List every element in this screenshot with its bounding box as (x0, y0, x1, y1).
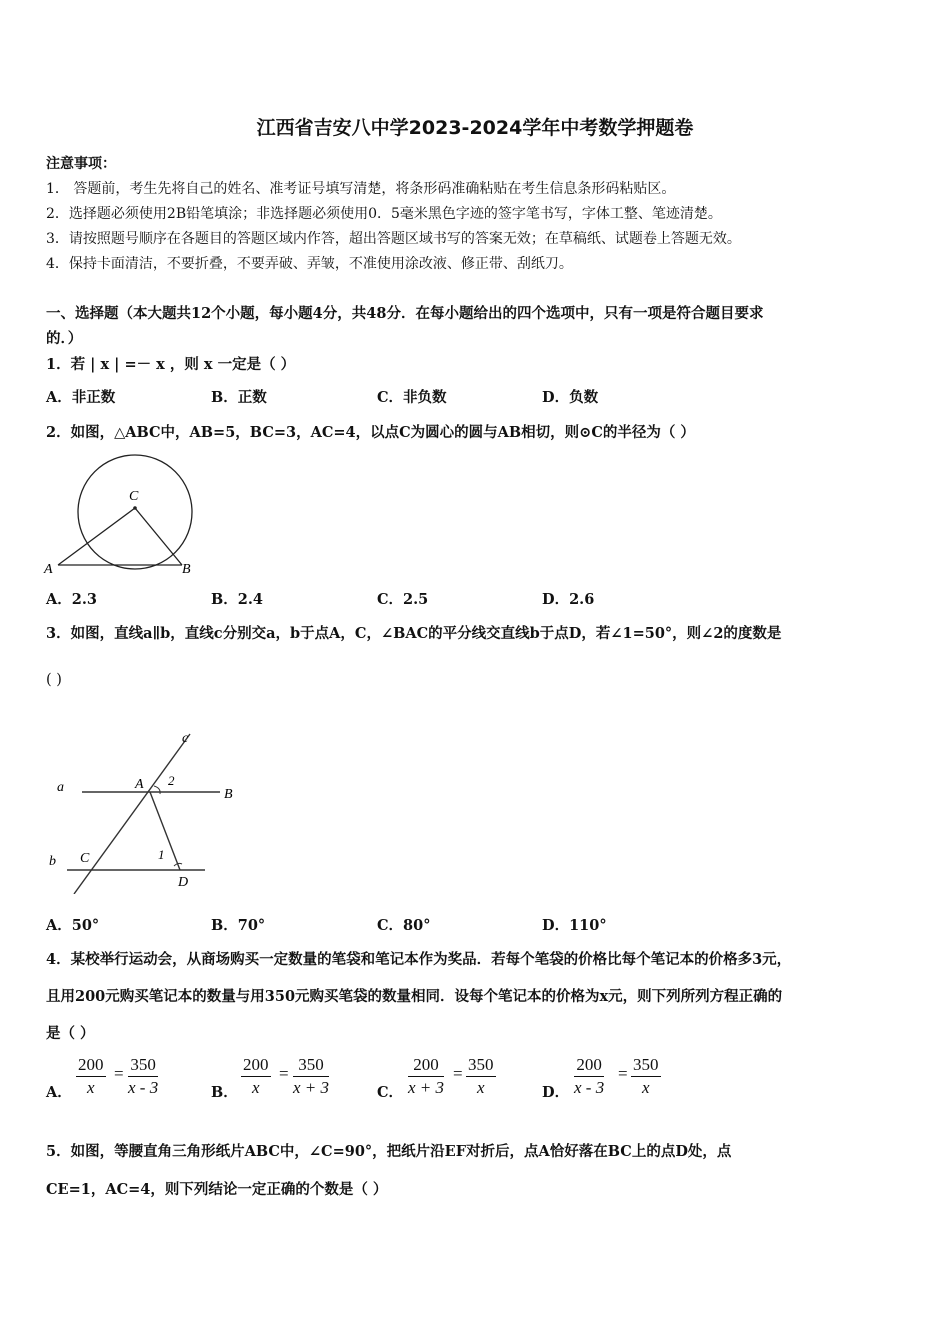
notice-item: 3．请按照题号顺序在各题目的答题区域内作答，超出答题区域书写的答案无效；在草稿纸、试题卷上答题无效。 (46, 231, 741, 247)
q5-stem-line1: 5．如图，等腰直角三角形纸片ABC中，∠C=90°，把纸片沿EF对折后，点A恰好落在BC上的点D处，点 (46, 1143, 732, 1160)
q3-label-point-b: B (224, 787, 233, 802)
q2-side-ac (58, 508, 135, 565)
q4-option-b-left-fraction (241, 1054, 271, 1099)
q4-stem-line1: 4．某校举行运动会，从商场购买一定数量的笔袋和笔记本作为奖品．若每个笔袋的价格比每个笔记本的价格多3元， (46, 951, 792, 968)
q4-stem-line2: 且用200元购买笔记本的数量与用350元购买笔袋的数量相同．设每个笔记本的价格为x元，则下列所列方程正确的 (46, 988, 783, 1005)
q3-option-c[interactable]: C．80° (377, 917, 431, 934)
q4-option-a-left-fraction (76, 1054, 106, 1099)
q3-option-a[interactable]: A．50° (46, 917, 100, 934)
q2-label-a: A (44, 562, 53, 577)
q2-side-bc (135, 508, 182, 565)
q2-circle-figure (40, 448, 210, 580)
denominator: x (86, 1078, 95, 1097)
denominator: x (641, 1078, 650, 1097)
denominator: x + 3 (293, 1078, 330, 1097)
q3-label-a-line: a (57, 780, 64, 795)
q1-option-b[interactable]: B．正数 (211, 389, 267, 406)
numerator: 200 (76, 1054, 106, 1077)
numerator: 350 (293, 1054, 329, 1077)
denominator: x - 3 (128, 1078, 159, 1097)
q3-answer-paren: ( ) (46, 672, 62, 688)
numerator: 350 (128, 1054, 158, 1077)
q2-option-d[interactable]: D．2.6 (542, 591, 595, 608)
notice-item: 1． 答题前，考生先将自己的姓名、准考证号填写清楚，将条形码准确粘贴在考生信息条形码粘贴区。 (46, 181, 676, 197)
q2-label-b: B (182, 562, 191, 577)
q3-label-point-a: A (135, 777, 144, 792)
q3-label-b-line: b (49, 854, 56, 869)
denominator: x + 3 (408, 1078, 445, 1097)
notice-item: 4．保持卡面清洁，不要折叠，不要弄破、弄皱，不准使用涂改液、修正带、刮纸刀。 (46, 256, 573, 272)
q3-option-b[interactable]: B．70° (211, 917, 266, 934)
q3-label-angle-1: 1 (158, 847, 165, 862)
q4-stem-line3: 是（ ） (46, 1025, 95, 1042)
q4-option-d-label[interactable]: D． (542, 1084, 570, 1101)
equals-sign: = (618, 1064, 628, 1083)
q4-option-c-left-fraction (408, 1054, 444, 1099)
section-heading-cont: 的．） (46, 330, 83, 347)
numerator: 200 (241, 1054, 271, 1077)
numerator: 200 (574, 1054, 604, 1077)
denominator: x (476, 1078, 485, 1097)
q4-option-a-right-fraction (128, 1054, 158, 1099)
q1-option-d[interactable]: D．负数 (542, 389, 599, 406)
q3-label-angle-2: 2 (168, 773, 175, 788)
q5-stem-line2: CE=1，AC=4，则下列结论一定正确的个数是（ ） (46, 1181, 388, 1198)
q2-stem: 2．如图，△ABC中，AB=5，BC=3，AC=4，以点C为圆心的圆与AB相切，则⊙C的半径为（ ） (46, 424, 695, 441)
q3-label-point-c: C (80, 851, 90, 866)
equals-sign: = (453, 1064, 463, 1083)
equals-sign: = (114, 1064, 124, 1083)
q2-option-b[interactable]: B．2.4 (211, 591, 263, 608)
section-heading: 一、选择题（本大题共12个小题，每小题4分，共48分．在每小题给出的四个选项中，只有一项是符合题目要求 (46, 305, 764, 322)
q4-option-d-left-fraction (574, 1054, 604, 1099)
q2-label-c: C (129, 489, 139, 504)
q4-option-d-right-fraction (631, 1054, 661, 1099)
numerator: 350 (631, 1054, 661, 1077)
q3-angle-2-arc (154, 786, 160, 794)
denominator: x (251, 1078, 260, 1097)
q1-option-c[interactable]: C．非负数 (377, 389, 447, 406)
notice-heading: 注意事项： (46, 156, 116, 172)
notice-item: 2．选择题必须使用2B铅笔填涂；非选择题必须使用0．5毫米黑色字迹的签字笔书写，字体工整、笔迹清楚。 (46, 206, 722, 222)
q2-circle (78, 455, 192, 569)
denominator: x - 3 (574, 1078, 605, 1097)
q4-option-b-right-fraction (293, 1054, 329, 1099)
q3-option-d[interactable]: D．110° (542, 917, 607, 934)
q3-label-point-d: D (178, 875, 189, 890)
q1-stem: 1．若 | x | =－ x ，则 x 一定是（ ） (46, 356, 296, 373)
q3-stem: 3．如图，直线a∥b，直线c分别交a，b于点A，C，∠BAC的平分线交直线b于点D，若∠1=50°，则∠2的度数是 (46, 625, 782, 642)
numerator: 200 (408, 1054, 444, 1077)
q4-option-a-label[interactable]: A． (46, 1084, 72, 1101)
q3-label-c-line: c (182, 731, 189, 746)
page-title: 江西省吉安八中学2023-2024学年中考数学押题卷 (256, 117, 694, 139)
numerator: 350 (466, 1054, 496, 1077)
equals-sign: = (279, 1064, 289, 1083)
q2-option-a[interactable]: A．2.3 (46, 591, 97, 608)
q4-option-c-right-fraction (466, 1054, 496, 1099)
q3-parallel-lines-figure (40, 722, 250, 894)
q2-center-point (133, 506, 137, 510)
q4-option-c-label[interactable]: C． (377, 1084, 404, 1101)
q2-option-c[interactable]: C．2.5 (377, 591, 429, 608)
q4-option-b-label[interactable]: B． (211, 1084, 238, 1101)
q3-bisector-ad (150, 792, 180, 870)
q1-option-a[interactable]: A．非正数 (46, 389, 116, 406)
